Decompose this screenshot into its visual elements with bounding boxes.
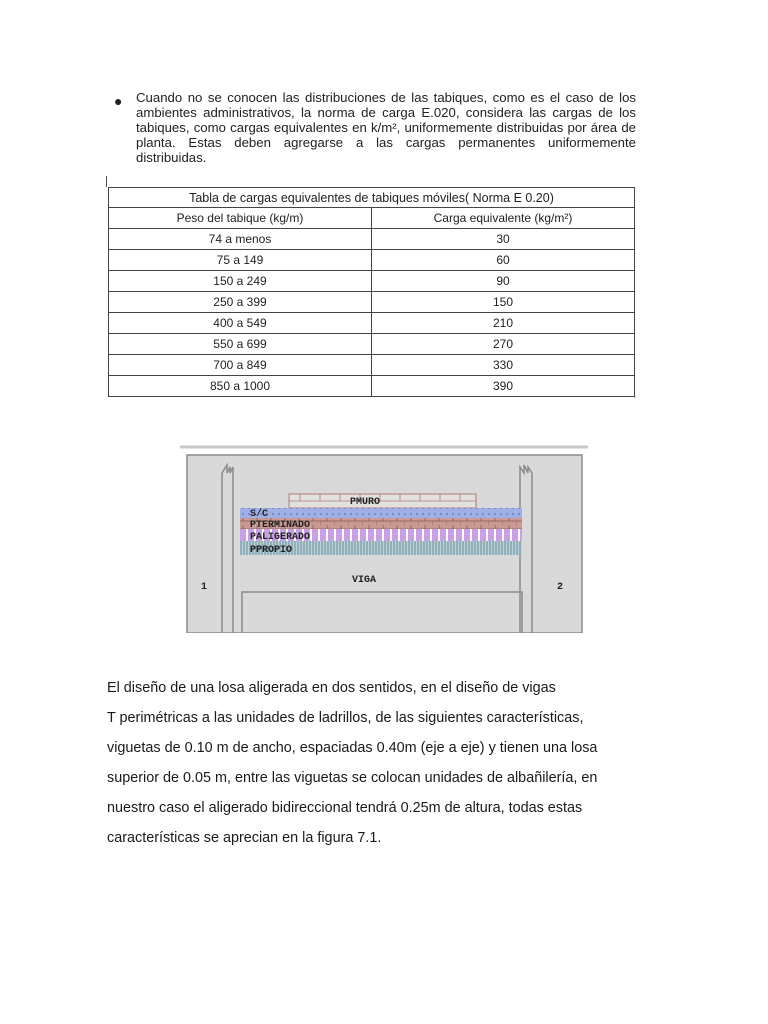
equivalent-loads-table	[108, 187, 635, 397]
table-row	[109, 250, 635, 271]
label-muro: PMURO	[350, 497, 381, 508]
table-row	[109, 355, 635, 376]
paragraph-line: viguetas de 0.10 m de ancho, espaciadas 0.40m (eje a eje) y tienen una losa	[107, 740, 598, 756]
cell-weight: 150 a 249	[109, 271, 372, 292]
cell-weight: 75 a 149	[109, 250, 372, 271]
paragraph-line: El diseño de una losa aligerada en dos sentidos, en el diseño de vigas	[107, 680, 556, 696]
paragraph-line: superior de 0.05 m, entre las viguetas se colocan unidades de albañilería, en	[107, 770, 598, 786]
paragraph-line: T perimétricas a las unidades de ladrillos, de las siguientes características,	[107, 710, 584, 726]
header-weight: Peso del tabique (kg/m)	[109, 208, 372, 229]
intro-bullet	[114, 90, 636, 165]
table-caption: Tabla de cargas equivalentes de tabiques móviles( Norma E 0.20)	[109, 188, 635, 208]
beam-load-figure	[180, 445, 588, 633]
label-terminado: PTERMINADO	[250, 520, 311, 531]
cell-load: 210	[372, 313, 635, 334]
bullet-icon: ●	[114, 93, 123, 109]
table-tail-mark: ι	[634, 393, 636, 400]
header-load: Carga equivalente (kg/m²)	[372, 208, 635, 229]
table-row	[109, 313, 635, 334]
cell-load: 60	[372, 250, 635, 271]
cell-weight: 850 a 1000	[109, 376, 372, 397]
label-sc: S/C	[250, 509, 269, 520]
cell-load: 390	[372, 376, 635, 397]
layer-sc	[240, 508, 522, 518]
body-paragraph	[107, 673, 667, 853]
label-viga: VIGA	[352, 575, 377, 586]
cell-load: 330	[372, 355, 635, 376]
cell-load: 90	[372, 271, 635, 292]
paragraph-line: características se aprecian en la figura 7.1.	[107, 830, 382, 846]
table-header-row	[109, 208, 635, 229]
cell-weight: 250 a 399	[109, 292, 372, 313]
cell-weight: 700 a 849	[109, 355, 372, 376]
table-row	[109, 292, 635, 313]
table-row	[109, 334, 635, 355]
intro-bullet-text: Cuando no se conocen las distribuciones de las tabiques, como es el caso de los ambientes administrativos, la norma de carga E.020, considera las cargas de los tabiques, como cargas equivalentes en k/m², uniformemente distribuidas por área de planta. Estas deben agregarse a las cargas permanentes uniformemente distribuidas.	[136, 90, 636, 165]
cell-weight: 74 a menos	[109, 229, 372, 250]
table-row	[109, 376, 635, 397]
label-propio: PPROPIO	[250, 545, 293, 556]
cell-load: 30	[372, 229, 635, 250]
cell-weight: 550 a 699	[109, 334, 372, 355]
table-caption-row	[109, 188, 635, 208]
support-right-label: 2	[557, 582, 564, 593]
table-row	[109, 271, 635, 292]
cell-load: 270	[372, 334, 635, 355]
support-left-label: 1	[201, 582, 208, 593]
table-row	[109, 229, 635, 250]
cell-load: 150	[372, 292, 635, 313]
paragraph-line: nuestro caso el aligerado bidireccional tendrá 0.25m de altura, todas estas	[107, 800, 583, 816]
table-margin-mark	[106, 176, 107, 187]
label-aligerado: PALIGERADO	[250, 532, 311, 543]
cell-weight: 400 a 549	[109, 313, 372, 334]
